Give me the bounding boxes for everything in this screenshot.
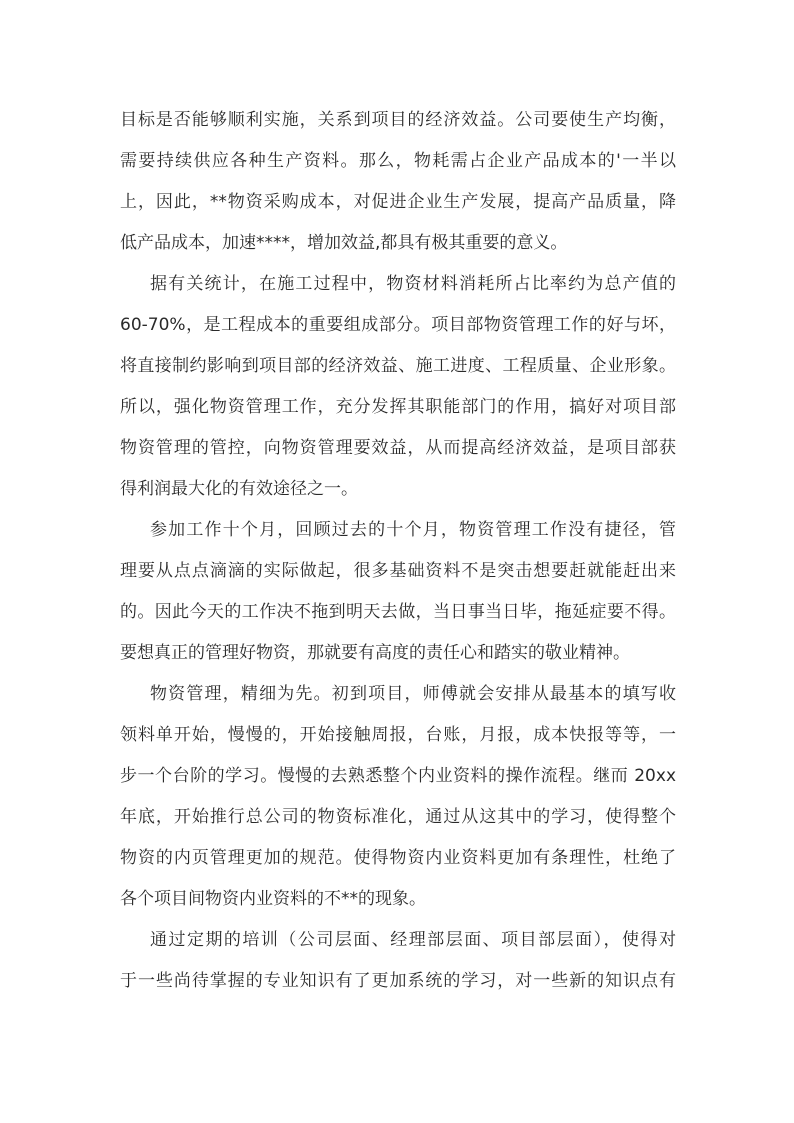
text-line: 目标是否能够顺利实施，关系到项目的经济效益。公司要使生产均衡， (120, 110, 676, 130)
paragraph-5 (120, 920, 676, 1002)
text-line: 所以，强化物资管理工作，充分发挥其职能部门的作用，搞好对项目部 (120, 397, 676, 417)
paragraph-3 (120, 510, 676, 674)
text-line: 的。因此今天的工作决不拖到明天去做，当日事当日毕，拖延症要不得。 (120, 602, 676, 622)
text-line: 于一些尚待掌握的专业知识有了更加系统的学习，对一些新的知识点有 (120, 971, 676, 991)
text-line: 要想真正的管理好物资，那就要有高度的责任心和踏实的敬业精神。 (120, 643, 630, 663)
text-line: 上，因此，**物资采购成本，对促进企业生产发展，提高产品质量，降 (120, 192, 676, 212)
text-line: 物资的内页管理更加的规范。使得物资内业资料更加有条理性，杜绝了 (120, 848, 676, 868)
text-line: 需要持续供应各种生产资料。那么，物耗需占企业产品成本的'一半以 (120, 151, 676, 171)
text-line: 60-70%，是工程成本的重要组成部分。项目部物资管理工作的好与坏， (120, 315, 676, 335)
text-line: 物资管理的管控，向物资管理要效益，从而提高经济效益，是项目部获 (120, 438, 676, 458)
text-line: 得利润最大化的有效途径之一。 (120, 479, 358, 499)
text-line: 物资管理，精细为先。初到项目，师傅就会安排从最基本的填写收 (150, 684, 676, 704)
text-line: 通过定期的培训（公司层面、经理部层面、项目部层面），使得对 (150, 930, 676, 950)
text-line: 参加工作十个月，回顾过去的十个月，物资管理工作没有捷径，管 (150, 520, 676, 540)
document-body (120, 100, 676, 1002)
text-line: 将直接制约影响到项目部的经济效益、施工进度、工程质量、企业形象。 (120, 356, 676, 376)
text-line: 各个项目间物资内业资料的不**的现象。 (120, 889, 426, 909)
text-line: 据有关统计，在施工过程中，物资材料消耗所占比率约为总产值的 (150, 274, 676, 294)
text-line: 低产品成本，加速****，增加效益,都具有极其重要的意义。 (120, 233, 568, 253)
text-line: 年底，开始推行总公司的物资标准化，通过从这其中的学习，使得整个 (120, 807, 676, 827)
text-line: 领料单开始，慢慢的，开始接触周报，台账，月报，成本快报等等，一 (120, 725, 676, 745)
paragraph-1 (120, 100, 676, 264)
text-line: 理要从点点滴滴的实际做起，很多基础资料不是突击想要赶就能赶出来 (120, 561, 676, 581)
paragraph-2 (120, 264, 676, 510)
text-line: 步一个台阶的学习。慢慢的去熟悉整个内业资料的操作流程。继而 20xx (120, 766, 676, 786)
paragraph-4 (120, 674, 676, 920)
